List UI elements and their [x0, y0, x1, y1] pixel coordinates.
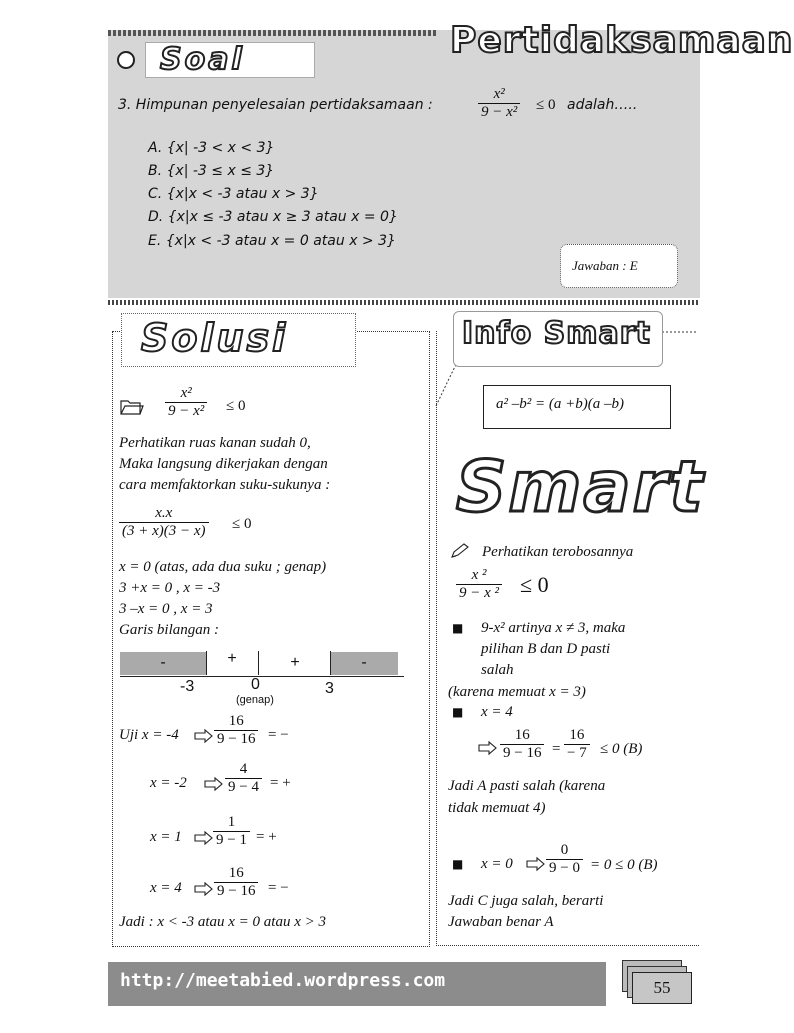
- smart-intro: Perhatikan terobosannya: [482, 544, 634, 560]
- question-suffix: adalah…..: [567, 97, 638, 113]
- solusi-text-1: Perhatikan ruas kanan sudah 0,: [119, 435, 311, 451]
- smart-point-1: 9-x² artinya x ≠ 3, maka: [481, 620, 626, 636]
- test-num: 16: [228, 713, 244, 729]
- bullet-icon: ■: [452, 621, 464, 635]
- question-text: 3. Himpunan penyelesaian pertidaksamaan :: [118, 97, 433, 113]
- smart-eq-rel: ≤ 0: [520, 572, 549, 597]
- option-a: A. {x| -3 < x < 3}: [148, 140, 275, 156]
- test-num: 4: [239, 761, 248, 777]
- test-num: 1: [227, 814, 236, 830]
- smart-point-1c: salah: [481, 662, 514, 678]
- smart-point-2c: tidak memuat 4): [448, 800, 546, 816]
- test-den: 9 − 16: [214, 730, 258, 748]
- sign-cell: -: [120, 652, 206, 675]
- smart-eq2-num2: 16: [569, 727, 585, 743]
- point-label: 0: [251, 676, 260, 693]
- formula-text: a² –b² = (a +b)(a –b): [496, 396, 624, 412]
- page-number: 55: [632, 972, 692, 1004]
- solusi-eq2-num: x.x: [155, 505, 173, 521]
- soal-badge-label: Soal: [160, 42, 245, 77]
- genap-note: (genap): [236, 694, 274, 706]
- smart-title: Smart: [456, 446, 705, 528]
- bullet-icon: ■: [452, 857, 464, 871]
- solusi-eq1: [165, 385, 207, 420]
- tick: [258, 651, 259, 675]
- pencil-icon: [450, 543, 470, 559]
- test-den: 9 − 16: [214, 882, 258, 900]
- smart-eq2-den2: − 7: [564, 744, 590, 762]
- test-num: 16: [228, 865, 244, 881]
- smart-eq3-frac: [546, 842, 583, 877]
- solusi-eq2-rel: ≤ 0: [232, 516, 252, 532]
- test-den: 9 − 1: [213, 831, 250, 849]
- number-line: [120, 651, 404, 711]
- option-e: E. {x|x < -3 atau x = 0 atau x > 3}: [148, 233, 396, 249]
- option-b: B. {x| -3 ≤ x ≤ 3}: [148, 163, 275, 179]
- smart-point-2: x = 4: [481, 704, 513, 720]
- smart-end-2: Jawaban benar A: [448, 914, 554, 930]
- test-fraction: [214, 865, 258, 900]
- smart-point-3: x = 0: [481, 856, 513, 872]
- solusi-eq2: [119, 505, 209, 540]
- sign-cell: +: [290, 654, 300, 671]
- smart-eq-num: x ²: [471, 567, 487, 583]
- test-result: = −: [268, 880, 289, 896]
- test-fraction: [214, 713, 258, 748]
- smart-eq3-den: 9 − 0: [546, 859, 583, 877]
- smart-eq2-frac1: [500, 727, 544, 762]
- test-result: = +: [270, 775, 291, 791]
- folder-icon: [120, 398, 144, 416]
- test-label: x = -2: [150, 775, 187, 791]
- arrow-right-icon: [194, 831, 214, 845]
- smart-point-1b: pilihan B dan D pasti: [481, 641, 611, 657]
- option-c: C. {x|x < -3 atau x > 3}: [148, 186, 319, 202]
- test-label: x = 1: [150, 829, 182, 845]
- test-fraction: [225, 761, 262, 796]
- sign-cell: -: [330, 652, 398, 675]
- bullet-icon: ■: [452, 705, 464, 719]
- solusi-eq1-num: x²: [180, 385, 192, 401]
- info-smart-title: Info Smart: [462, 316, 651, 351]
- solusi-text-4: x = 0 (atas, ada dua suku ; genap): [119, 559, 327, 575]
- solusi-eq1-den: 9 − x²: [165, 402, 207, 420]
- solusi-panel: [112, 331, 430, 947]
- solusi-text-7: Garis bilangan :: [119, 622, 220, 638]
- smart-point-2b: Jadi A pasti salah (karena: [448, 778, 606, 794]
- question-fraction-num: x²: [493, 86, 505, 102]
- smart-eq2-num1: 16: [514, 727, 530, 743]
- solusi-text-5: 3 +x = 0 , x = -3: [119, 580, 221, 596]
- test-label: x = 4: [150, 880, 182, 896]
- smart-eq3-result: = 0 ≤ 0 (B): [590, 857, 658, 873]
- circle-bullet-icon: [117, 51, 135, 69]
- page-title: Pertidaksamaan: [450, 20, 794, 61]
- arrow-right-icon: [194, 882, 214, 896]
- test-fraction: [213, 814, 250, 849]
- solusi-text-2: Maka langsung dikerjakan dengan: [119, 456, 328, 472]
- solusi-eq2-den: (3 + x)(3 − x): [119, 522, 209, 540]
- solusi-eq1-rel: ≤ 0: [226, 398, 246, 414]
- smart-eq3-num: 0: [560, 842, 569, 858]
- smart-eq2-result: ≤ 0 (B): [600, 741, 643, 757]
- tick: [330, 651, 331, 675]
- test-label: Uji x = -4: [119, 727, 179, 743]
- test-result: = +: [256, 829, 277, 845]
- tick: [206, 651, 207, 675]
- arrow-right-icon: [194, 729, 214, 743]
- footer-url[interactable]: http://meetabied.wordpress.com: [120, 970, 446, 991]
- smart-eq: [456, 567, 502, 602]
- arrow-right-icon: [478, 741, 498, 755]
- axis-line: [120, 676, 404, 677]
- equals-sign: =: [552, 741, 561, 757]
- smart-end-1: Jadi C juga salah, berarti: [448, 893, 604, 909]
- question-relation: ≤ 0: [536, 97, 556, 113]
- smart-point-1d: (karena memuat x = 3): [448, 684, 586, 700]
- point-label: 3: [325, 680, 334, 697]
- header-separator: [108, 300, 700, 305]
- smart-eq2-frac2: [564, 727, 590, 762]
- answer-text: Jawaban : E: [572, 258, 638, 273]
- solusi-title: Solusi: [141, 316, 289, 360]
- smart-eq2-den1: 9 − 16: [500, 744, 544, 762]
- question-fraction-den: 9 − x²: [478, 103, 520, 121]
- test-result: = −: [268, 727, 289, 743]
- arrow-right-icon: [204, 777, 224, 791]
- header-dashed-border: [108, 30, 438, 36]
- sign-cell: +: [227, 650, 237, 667]
- solusi-conclusion: Jadi : x < -3 atau x = 0 atau x > 3: [119, 914, 326, 930]
- smart-eq-den: 9 − x ²: [456, 584, 502, 602]
- question-fraction: [478, 86, 520, 121]
- solusi-text-3: cara memfaktorkan suku-sukunya :: [119, 477, 331, 493]
- point-label: -3: [180, 678, 195, 695]
- solusi-text-6: 3 –x = 0 , x = 3: [119, 601, 213, 617]
- test-den: 9 − 4: [225, 778, 262, 796]
- arrow-right-icon: [526, 857, 546, 871]
- option-d: D. {x|x ≤ -3 atau x ≥ 3 atau x = 0}: [148, 209, 398, 225]
